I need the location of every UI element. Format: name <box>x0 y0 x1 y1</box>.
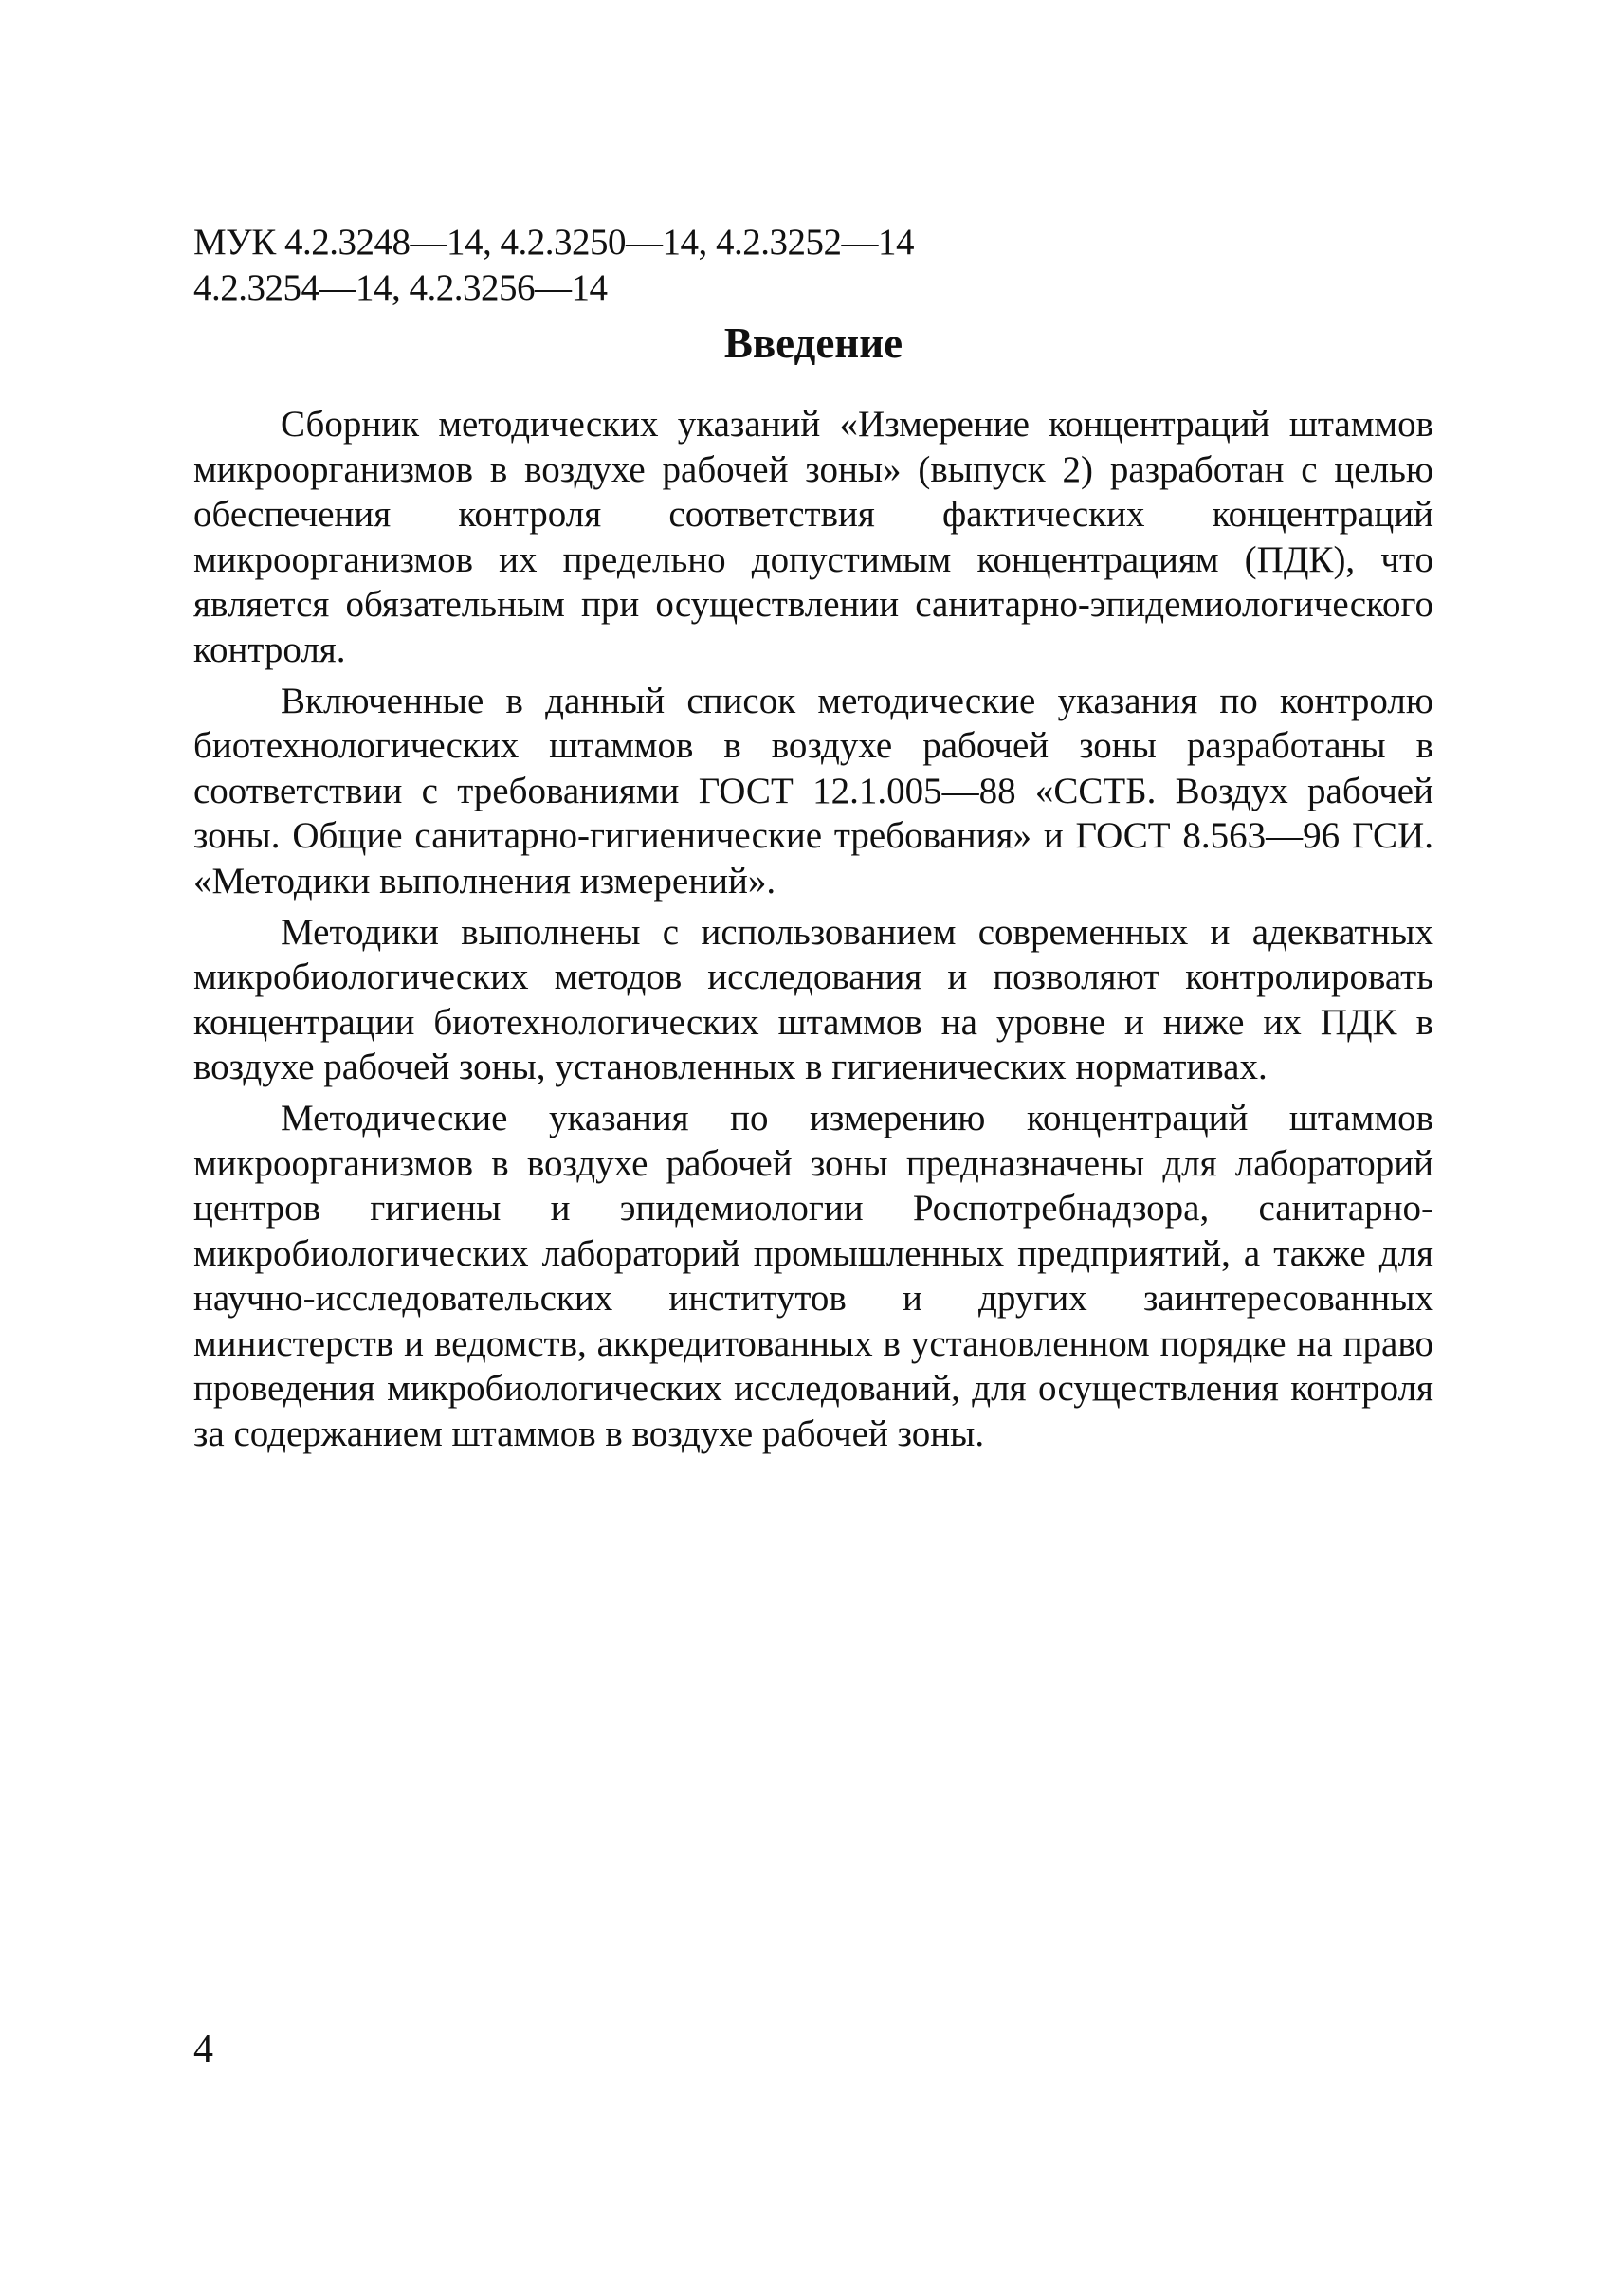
document-codes-line-1: МУК 4.2.3248—14, 4.2.3250—14, 4.2.3252—14 <box>193 222 915 263</box>
paragraph-2: Включенные в данный список методические указания по контролю биотехнологических штаммов в воздухе рабочей зоны разработаны в соответствии с требованиями ГОСТ 12.1.005—88 «ССТБ. Воздух рабочей зоны. Общие санитарно-гигиенические требования» и ГОСТ 8.563—96 ГСИ. «Методики выполнения измерений». <box>193 680 1433 902</box>
section-title: Введение <box>723 319 903 367</box>
paragraph-1: Сборник методических указаний «Измерение концентраций штаммов микроорганизмов в воздухе рабочей зоны» (выпуск 2) разработан с целью обеспечения контроля соответствия фактических концентраций микроорганизмов их предельно допустимым концентрациям (ПДК), что является обязательным при осуществлении санитарно-эпидемиологического контроля. <box>193 404 1433 670</box>
page-number: 4 <box>193 2028 213 2071</box>
document-codes-line-2: 4.2.3254—14, 4.2.3256—14 <box>193 267 608 308</box>
document-codes-header <box>193 220 914 311</box>
body-text <box>193 402 1433 1463</box>
paragraph-4: Методические указания по измерению концентраций штаммов микроорганизмов в воздухе рабочей зоны предназначены для лабораторий центров гигиены и эпидемиологии Роспотребнадзора, санитарно-микробиологических лабораторий промышленных предприятий, а также для научно-исследовательских институтов и других заинтересованных министерств и ведомств, аккредитованных в установленном порядке на право проведения микробиологических исследований, для осуществления контроля за содержанием штаммов в воздухе рабочей зоны. <box>193 1097 1433 1455</box>
paragraph-3: Методики выполнены с использованием современных и адекватных микробиологических методов исследования и позволяют контролировать концентрации биотехнологических штаммов на уровне и ниже их ПДК в воздухе рабочей зоны, установленных в гигиенических нормативах. <box>193 911 1433 1088</box>
